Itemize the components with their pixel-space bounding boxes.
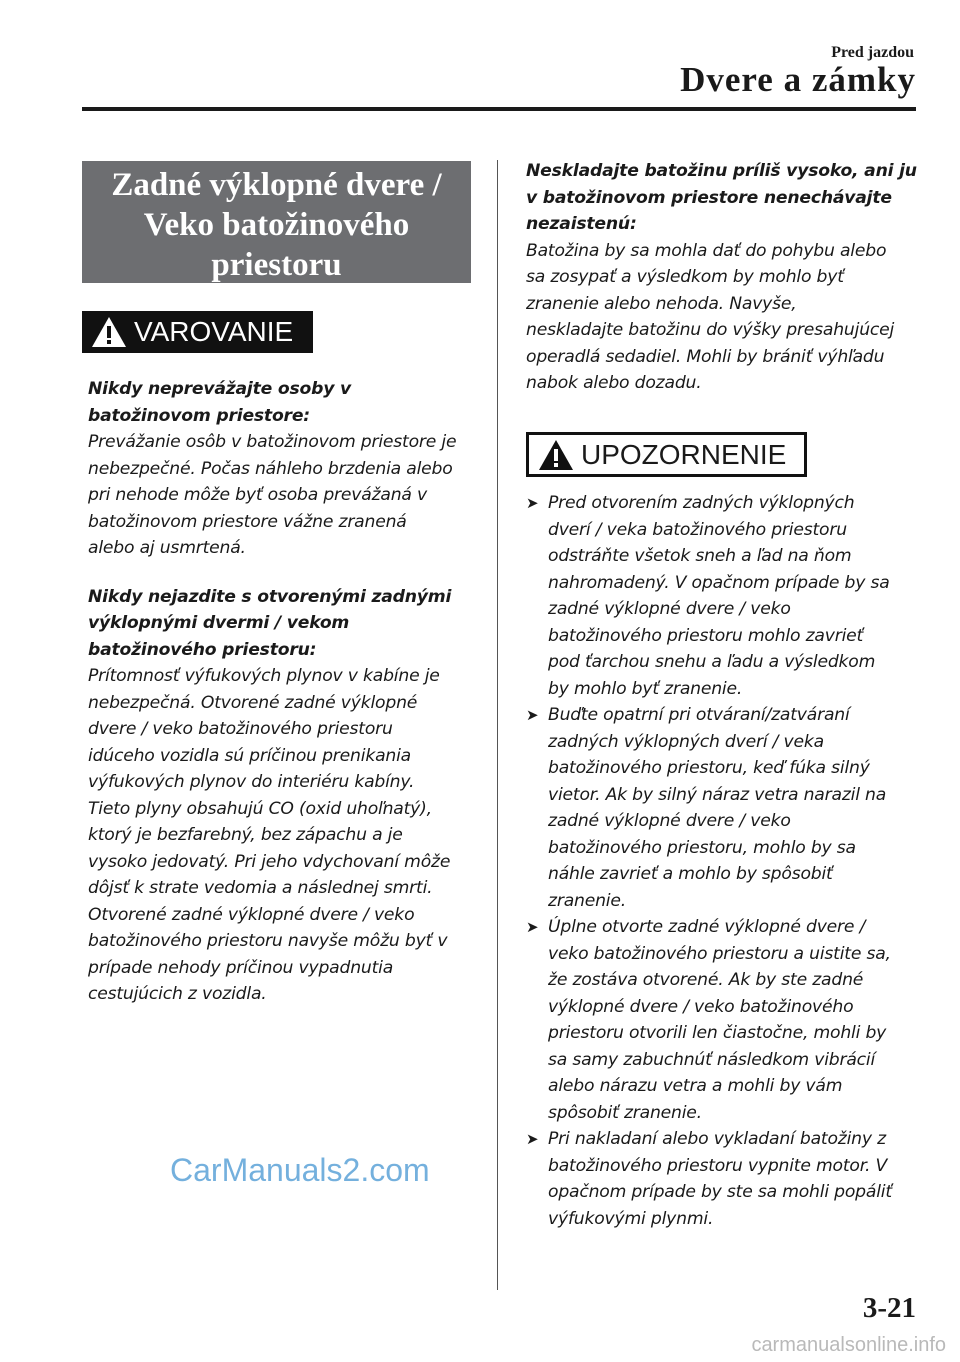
warning-text-line: prípade nehody príčinou vypadnutia — [88, 957, 394, 978]
caution-text-line: vietor. Ak by silný náraz vetra narazil na — [548, 784, 887, 805]
arrow-bullet-icon: ➤ — [526, 706, 539, 724]
caution-text-line: zadných výklopných dverí / veka — [548, 731, 824, 752]
warning-text-line: batožinovom priestore vážne zranená — [88, 511, 407, 532]
caution-badge — [526, 432, 807, 477]
section-header: Pred jazdou — [831, 44, 914, 61]
caution-text-line: zadné výklopné dvere / veko — [548, 599, 791, 619]
warning-block — [88, 376, 488, 1008]
warning-text-line: ktorý je bezfarebný, bez zápachu a je — [88, 825, 403, 845]
title-line: Veko batožinového — [143, 207, 410, 243]
caution-text-line: batožinového priestoru vypnite motor. V — [548, 1155, 888, 1176]
warning-text-line: Batožina by sa mohla dať do pohybu alebo — [526, 240, 887, 261]
caution-text-line: alebo nárazu vetra a mohli by vám — [548, 1076, 843, 1096]
caution-text-line: opačnom prípade by ste sa mohli popáliť — [548, 1182, 892, 1202]
caution-text-line: spôsobiť zranenie. — [548, 1102, 702, 1123]
warning-text-line: cestujúcich z vozidla. — [88, 984, 267, 1004]
warning-badge — [82, 311, 313, 353]
caution-item — [526, 914, 931, 1126]
caution-text-line: nahromadený. V opačnom prípade by sa — [548, 572, 890, 593]
caution-text-line: pod ťarchou snehu a ľadu a výsledkom — [548, 652, 876, 672]
caution-text-line: dverí / veka batožinového priestoru — [548, 519, 847, 540]
warning-text-line: sa zosypať a výsledkom by mohlo byť — [526, 267, 844, 287]
warning-text-line: nabok alebo dozadu. — [526, 373, 702, 393]
title-line: priestoru — [211, 247, 342, 283]
warning-heading: Nikdy nejazdite s otvorenými zadnými výklopnými dvermi / vekom batožinového priestoru: — [88, 586, 452, 660]
warning-text-line: Prevážanie osôb v batožinovom priestore je — [88, 432, 457, 452]
page-number: 3-21 — [862, 1292, 916, 1324]
caution-text-line: veko batožinového priestoru a uistite sa, — [548, 943, 891, 964]
warning-text-line: batožinového priestoru navyše môžu byť v — [88, 931, 448, 951]
caution-text-line: výklopné dvere / veko batožinového — [548, 996, 854, 1017]
caution-text-line: odstráňte všetok sneh a ľad na ňom — [548, 546, 852, 566]
arrow-bullet-icon: ➤ — [526, 918, 539, 936]
warning-text-line: výfukových plynov do interiéru kabíny. — [88, 772, 415, 792]
warning-text-line: vysoko jedovatý. Pri jeho vdychovaní môže — [88, 851, 451, 872]
warning-heading: Neskladajte batožinu príliš vysoko, ani ju v batožinovom priestore nenechávajte nezaistenú: — [526, 161, 917, 234]
warning-text-line: nebezpečné. Počas náhleho brzdenia alebo — [88, 458, 453, 479]
caution-text-line: Pri nakladaní alebo vykladaní batožiny z — [548, 1129, 886, 1149]
arrow-bullet-icon: ➤ — [526, 494, 539, 512]
column-divider — [497, 160, 498, 1290]
caution-item — [526, 702, 931, 914]
warning-text-line: dvere / veko batožinového priestoru — [88, 719, 393, 739]
caution-list — [526, 490, 931, 1232]
caution-text-line: náhle zavrieť a mohlo by spôsobiť — [548, 864, 833, 884]
caution-text-line: Úplne otvorte zadné výklopné dvere / — [548, 917, 866, 937]
warning-heading: Nikdy neprevážajte osoby v batožinovom priestore: — [88, 379, 352, 426]
caution-text-line: Pred otvorením zadných výklopných — [548, 493, 855, 513]
warning-text-line: neskladajte batožinu do výšky presahujúcej — [526, 320, 895, 340]
caution-text-line: zranenie. — [548, 890, 626, 911]
warning-text-line: dôjsť k strate vedomia a následnej smrti. — [88, 878, 433, 898]
chapter-header: Dvere a zámky — [680, 60, 916, 99]
caution-text-line: by mohlo byť zranenie. — [548, 678, 743, 699]
arrow-bullet-icon: ➤ — [526, 1130, 539, 1148]
section-title — [82, 161, 471, 283]
title-line: Zadné výklopné dvere / — [111, 167, 442, 203]
footer-watermark: carmanualsonline.info — [751, 1334, 946, 1356]
warning-text-line: Prítomnosť výfukových plynov v kabíne je — [88, 666, 440, 686]
warning-text-line: zranenie alebo nehoda. Navyše, — [526, 293, 797, 314]
warning-text-line: Tieto plyny obsahujú CO (oxid uhoľnatý), — [88, 798, 432, 819]
warning-text-line: operadlá sedadiel. Mohli by brániť výhľadu — [526, 346, 885, 367]
caution-item — [526, 490, 931, 702]
caution-text-line: priestoru otvorili len čiastočne, mohli by — [548, 1023, 887, 1043]
warning-text-line: nebezpečná. Otvorené zadné výklopné — [88, 692, 418, 713]
caution-text-line: výfukovými plynmi. — [548, 1208, 714, 1229]
caution-text-line: batožinového priestoru, keď fúka silný — [548, 758, 870, 778]
watermark: CarManuals2.com — [170, 1152, 430, 1188]
warning-text-line: pri nehode môže byť osoba prevážaná v — [88, 485, 428, 505]
caution-text-line: sa samy zabuchnúť následkom vibrácií — [548, 1049, 876, 1070]
warning-text-line: Otvorené zadné výklopné dvere / veko — [88, 904, 415, 925]
caution-text-line: zadné výklopné dvere / veko — [548, 811, 791, 831]
caution-badge-label: UPOZORNENIE — [581, 438, 787, 470]
caution-text-line: batožinového priestoru, mohlo by sa — [548, 837, 856, 858]
caution-text-line: batožinového priestoru mohlo zavrieť — [548, 625, 864, 646]
header-rule — [82, 107, 916, 111]
caution-text-line: Buďte opatrní pri otváraní/zatváraní — [548, 705, 850, 725]
warning-text-line: alebo aj usmrtená. — [88, 538, 246, 558]
warning-badge-label: VAROVANIE — [134, 316, 294, 347]
warning-block-continued — [526, 158, 931, 397]
warning-text-line: idúceho vozidla sú príčinou prenikania — [88, 745, 411, 766]
caution-text-line: že zostáva otvorené. Ak by ste zadné — [548, 970, 864, 990]
caution-item — [526, 1126, 931, 1232]
warning-icon — [90, 315, 128, 349]
caution-icon — [537, 438, 575, 472]
